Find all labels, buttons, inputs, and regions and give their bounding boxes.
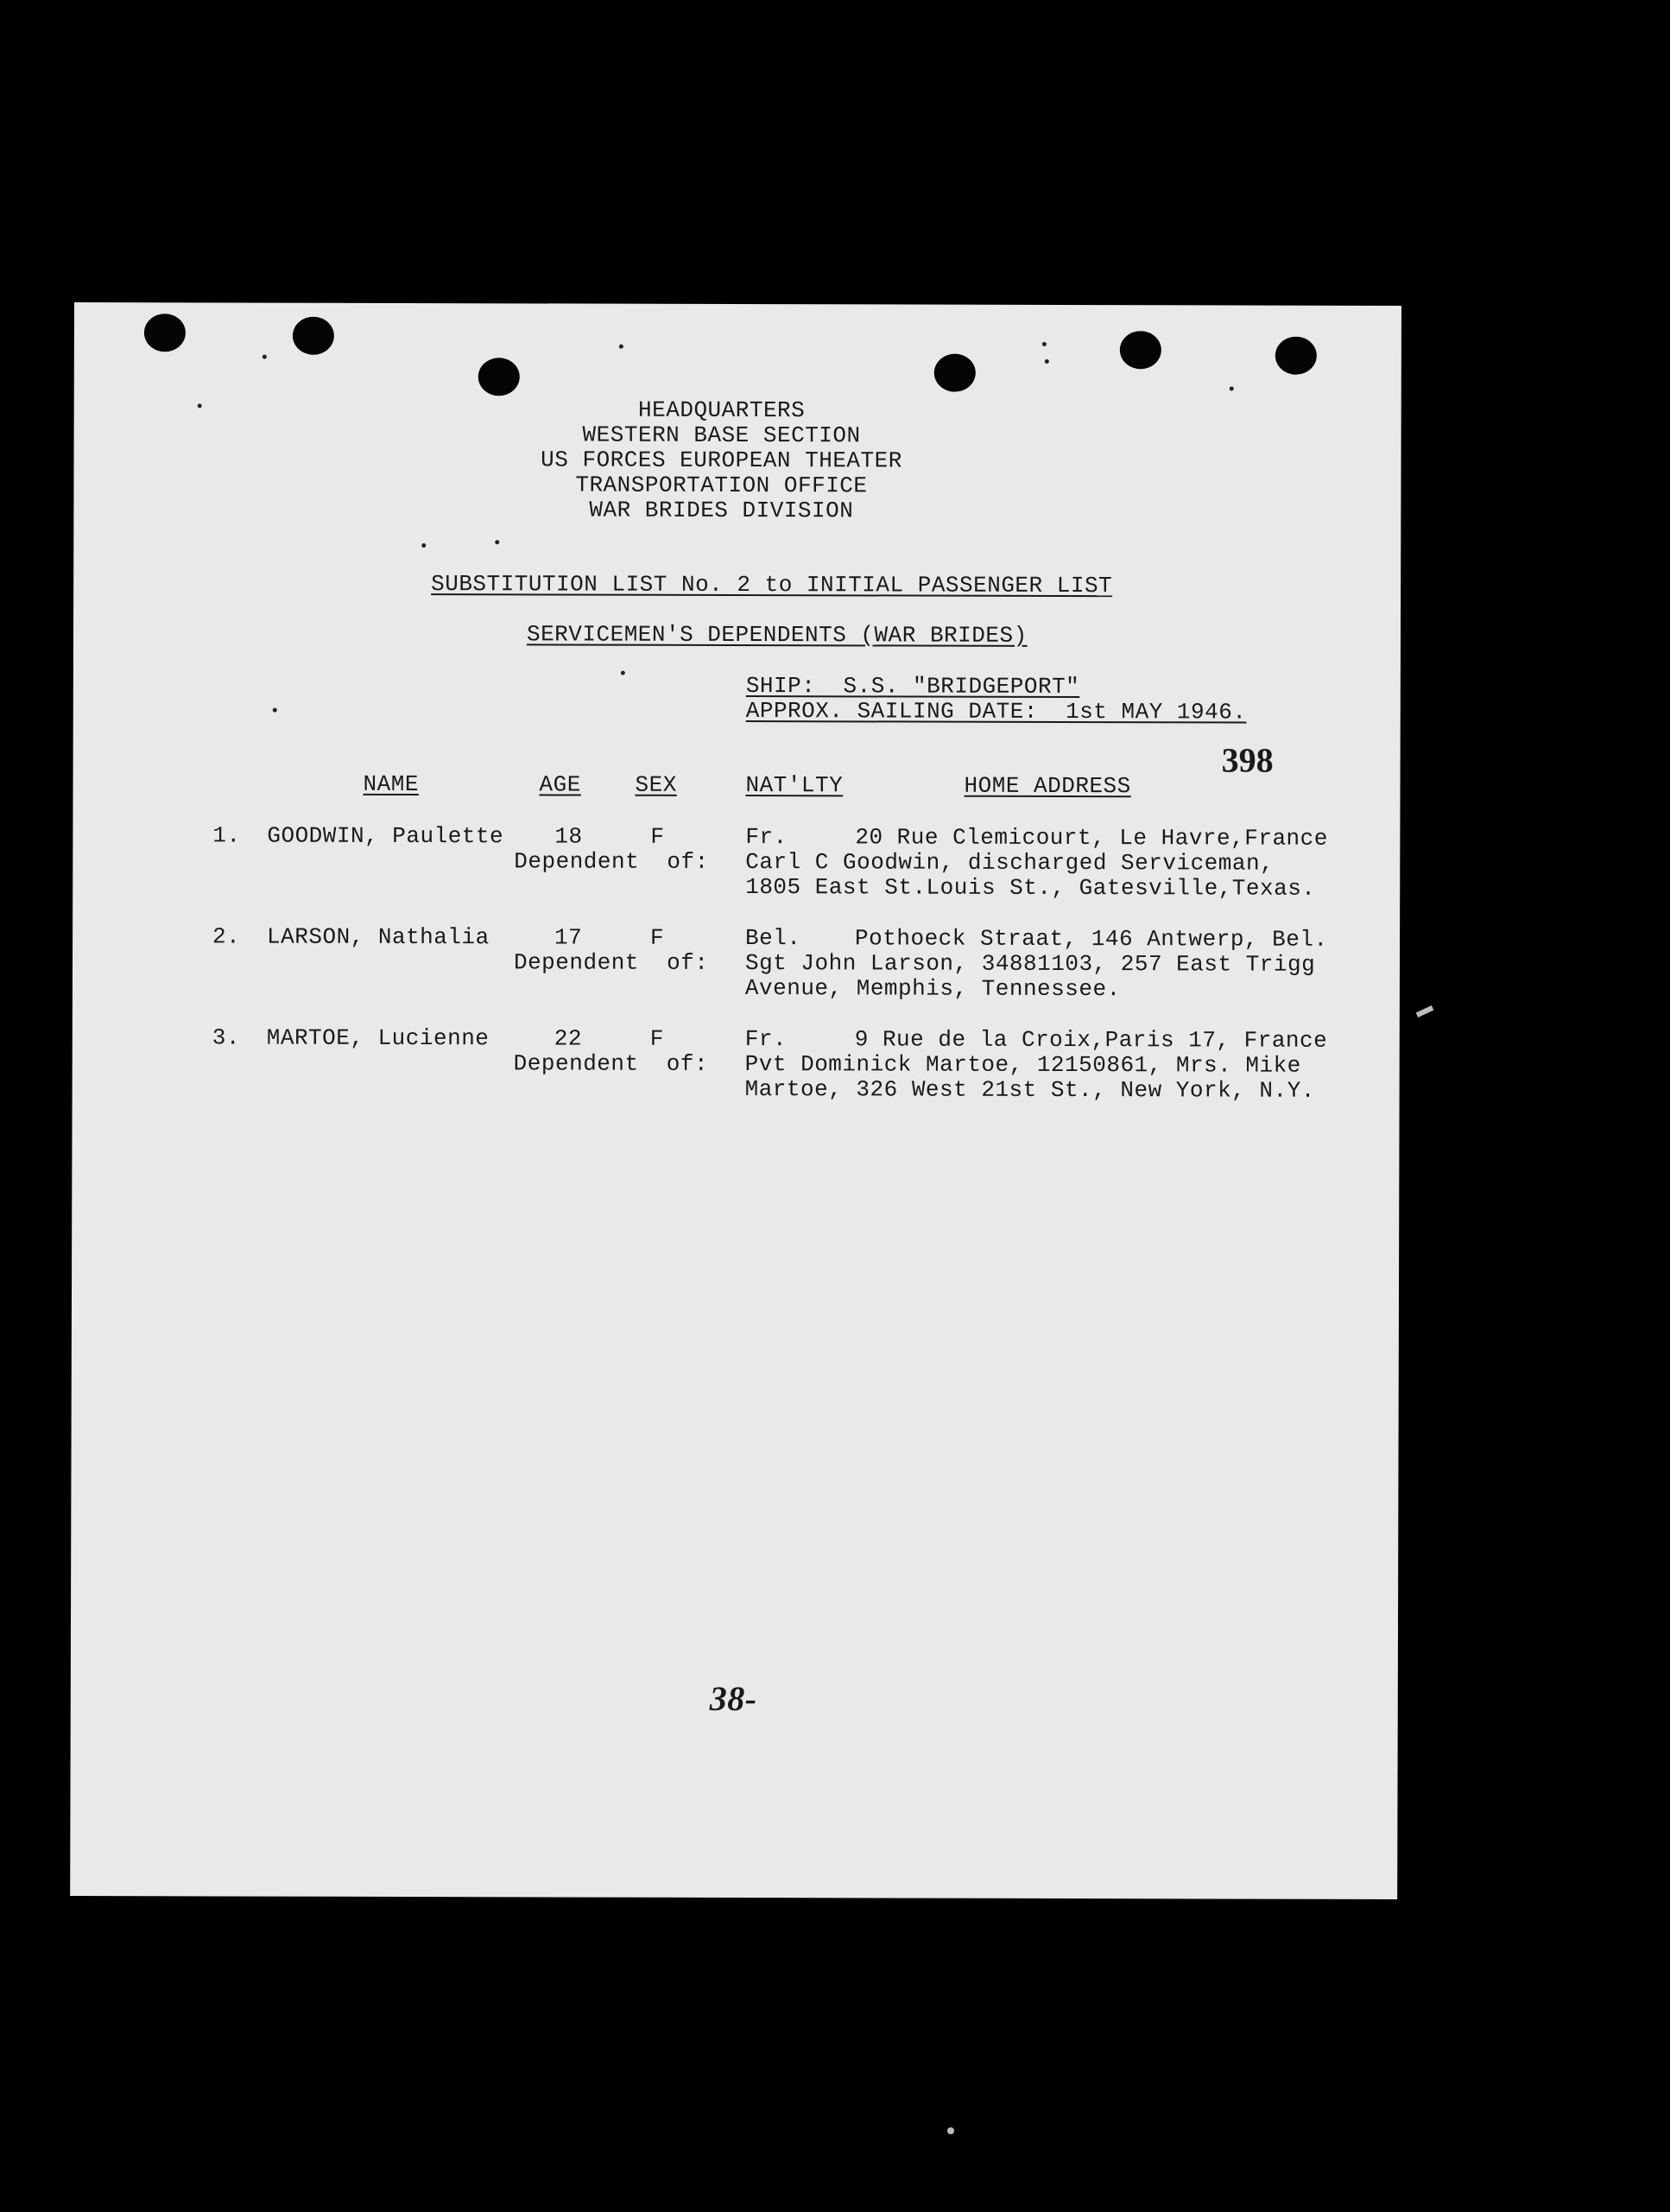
column-header-address: HOME ADDRESS [964,772,1131,800]
speck [1042,342,1047,346]
speck [1045,359,1049,364]
column-header-name: NAME [363,770,420,798]
entry-nationality: Fr. [744,1026,788,1053]
entry-sex: F [650,924,665,951]
entry-name: GOODWIN, Paulette [267,822,504,850]
entry-dependent-label: Dependent of: [513,949,709,976]
punch-hole [1120,331,1161,369]
speck [619,345,623,349]
entry-address: 9 Rue de la Croix,Paris 17, France [854,1026,1328,1054]
ship-line: SHIP: S.S. "BRIDGEPORT" [745,673,1080,700]
sailing-date-line: APPROX. SAILING DATE: 1st MAY 1946. [745,698,1247,726]
document-subtitle: SERVICEMEN'S DEPENDENTS (WAR BRIDES) [526,621,1028,649]
entry-age: 18 [554,823,583,850]
entry-sponsor-line-1: Sgt John Larson, 34881103, 257 East Trigg [744,950,1316,978]
speck [273,708,277,713]
entry-sex: F [649,1025,664,1052]
entry-sponsor-line-1: Pvt Dominick Martoe, 12150861, Mrs. Mike [744,1051,1301,1079]
entry-sponsor-line-2: Avenue, Memphis, Tennessee. [744,975,1121,1003]
entry-address: 20 Rue Clemicourt, Le Havre,France [855,824,1328,852]
document-title: SUBSTITUTION LIST No. 2 to INITIAL PASSENGER LIST [431,571,1113,599]
punch-hole [144,314,186,352]
header-line-5: WAR BRIDES DIVISION [589,497,854,524]
column-header-age: AGE [539,771,581,798]
entry-nationality: Fr. [745,824,788,851]
entry-age: 17 [554,924,583,951]
entry-address: Pothoeck Straat, 146 Antwerp, Bel. [855,925,1328,953]
page-number-stamp: 398 [1221,740,1274,780]
header-line-3: US FORCES EUROPEAN THEATER [541,447,902,474]
punch-hole [934,354,976,392]
entry-dependent-label: Dependent of: [513,1050,709,1077]
punch-hole [1275,337,1317,375]
header-line-1: HEADQUARTERS [638,396,806,424]
document-page [70,302,1401,1899]
header-line-2: WESTERN BASE SECTION [582,421,861,449]
column-header-sex: SEX [635,771,677,798]
entry-sex: F [650,823,665,850]
entry-nationality: Bel. [745,925,801,952]
entry-name: MARTOE, Lucienne [266,1024,490,1052]
column-header-nationality: NAT'LTY [745,772,844,799]
speck [263,355,267,359]
entry-sponsor-line-2: Martoe, 326 West 21st St., New York, N.Y. [744,1076,1315,1104]
speck [198,403,202,408]
punch-hole [478,358,520,396]
entry-number: 3. [212,1024,241,1051]
speck [495,540,499,544]
footer-page-number: 38- [709,1678,757,1719]
scan-artifact [947,2127,954,2134]
entry-sponsor-line-1: Carl C Goodwin, discharged Serviceman, [745,849,1275,877]
speck [421,543,426,548]
speck [1230,387,1234,391]
entry-number: 1. [212,822,241,849]
scan-artifact [1416,1005,1434,1017]
entry-name: LARSON, Nathalia [267,923,490,951]
entry-number: 2. [212,923,241,950]
entry-dependent-label: Dependent of: [514,848,709,875]
speck [621,671,625,675]
entry-sponsor-line-2: 1805 East St.Louis St., Gatesville,Texas. [745,874,1316,902]
header-line-4: TRANSPORTATION OFFICE [575,472,868,499]
punch-hole [293,317,334,355]
entry-age: 22 [554,1025,583,1052]
